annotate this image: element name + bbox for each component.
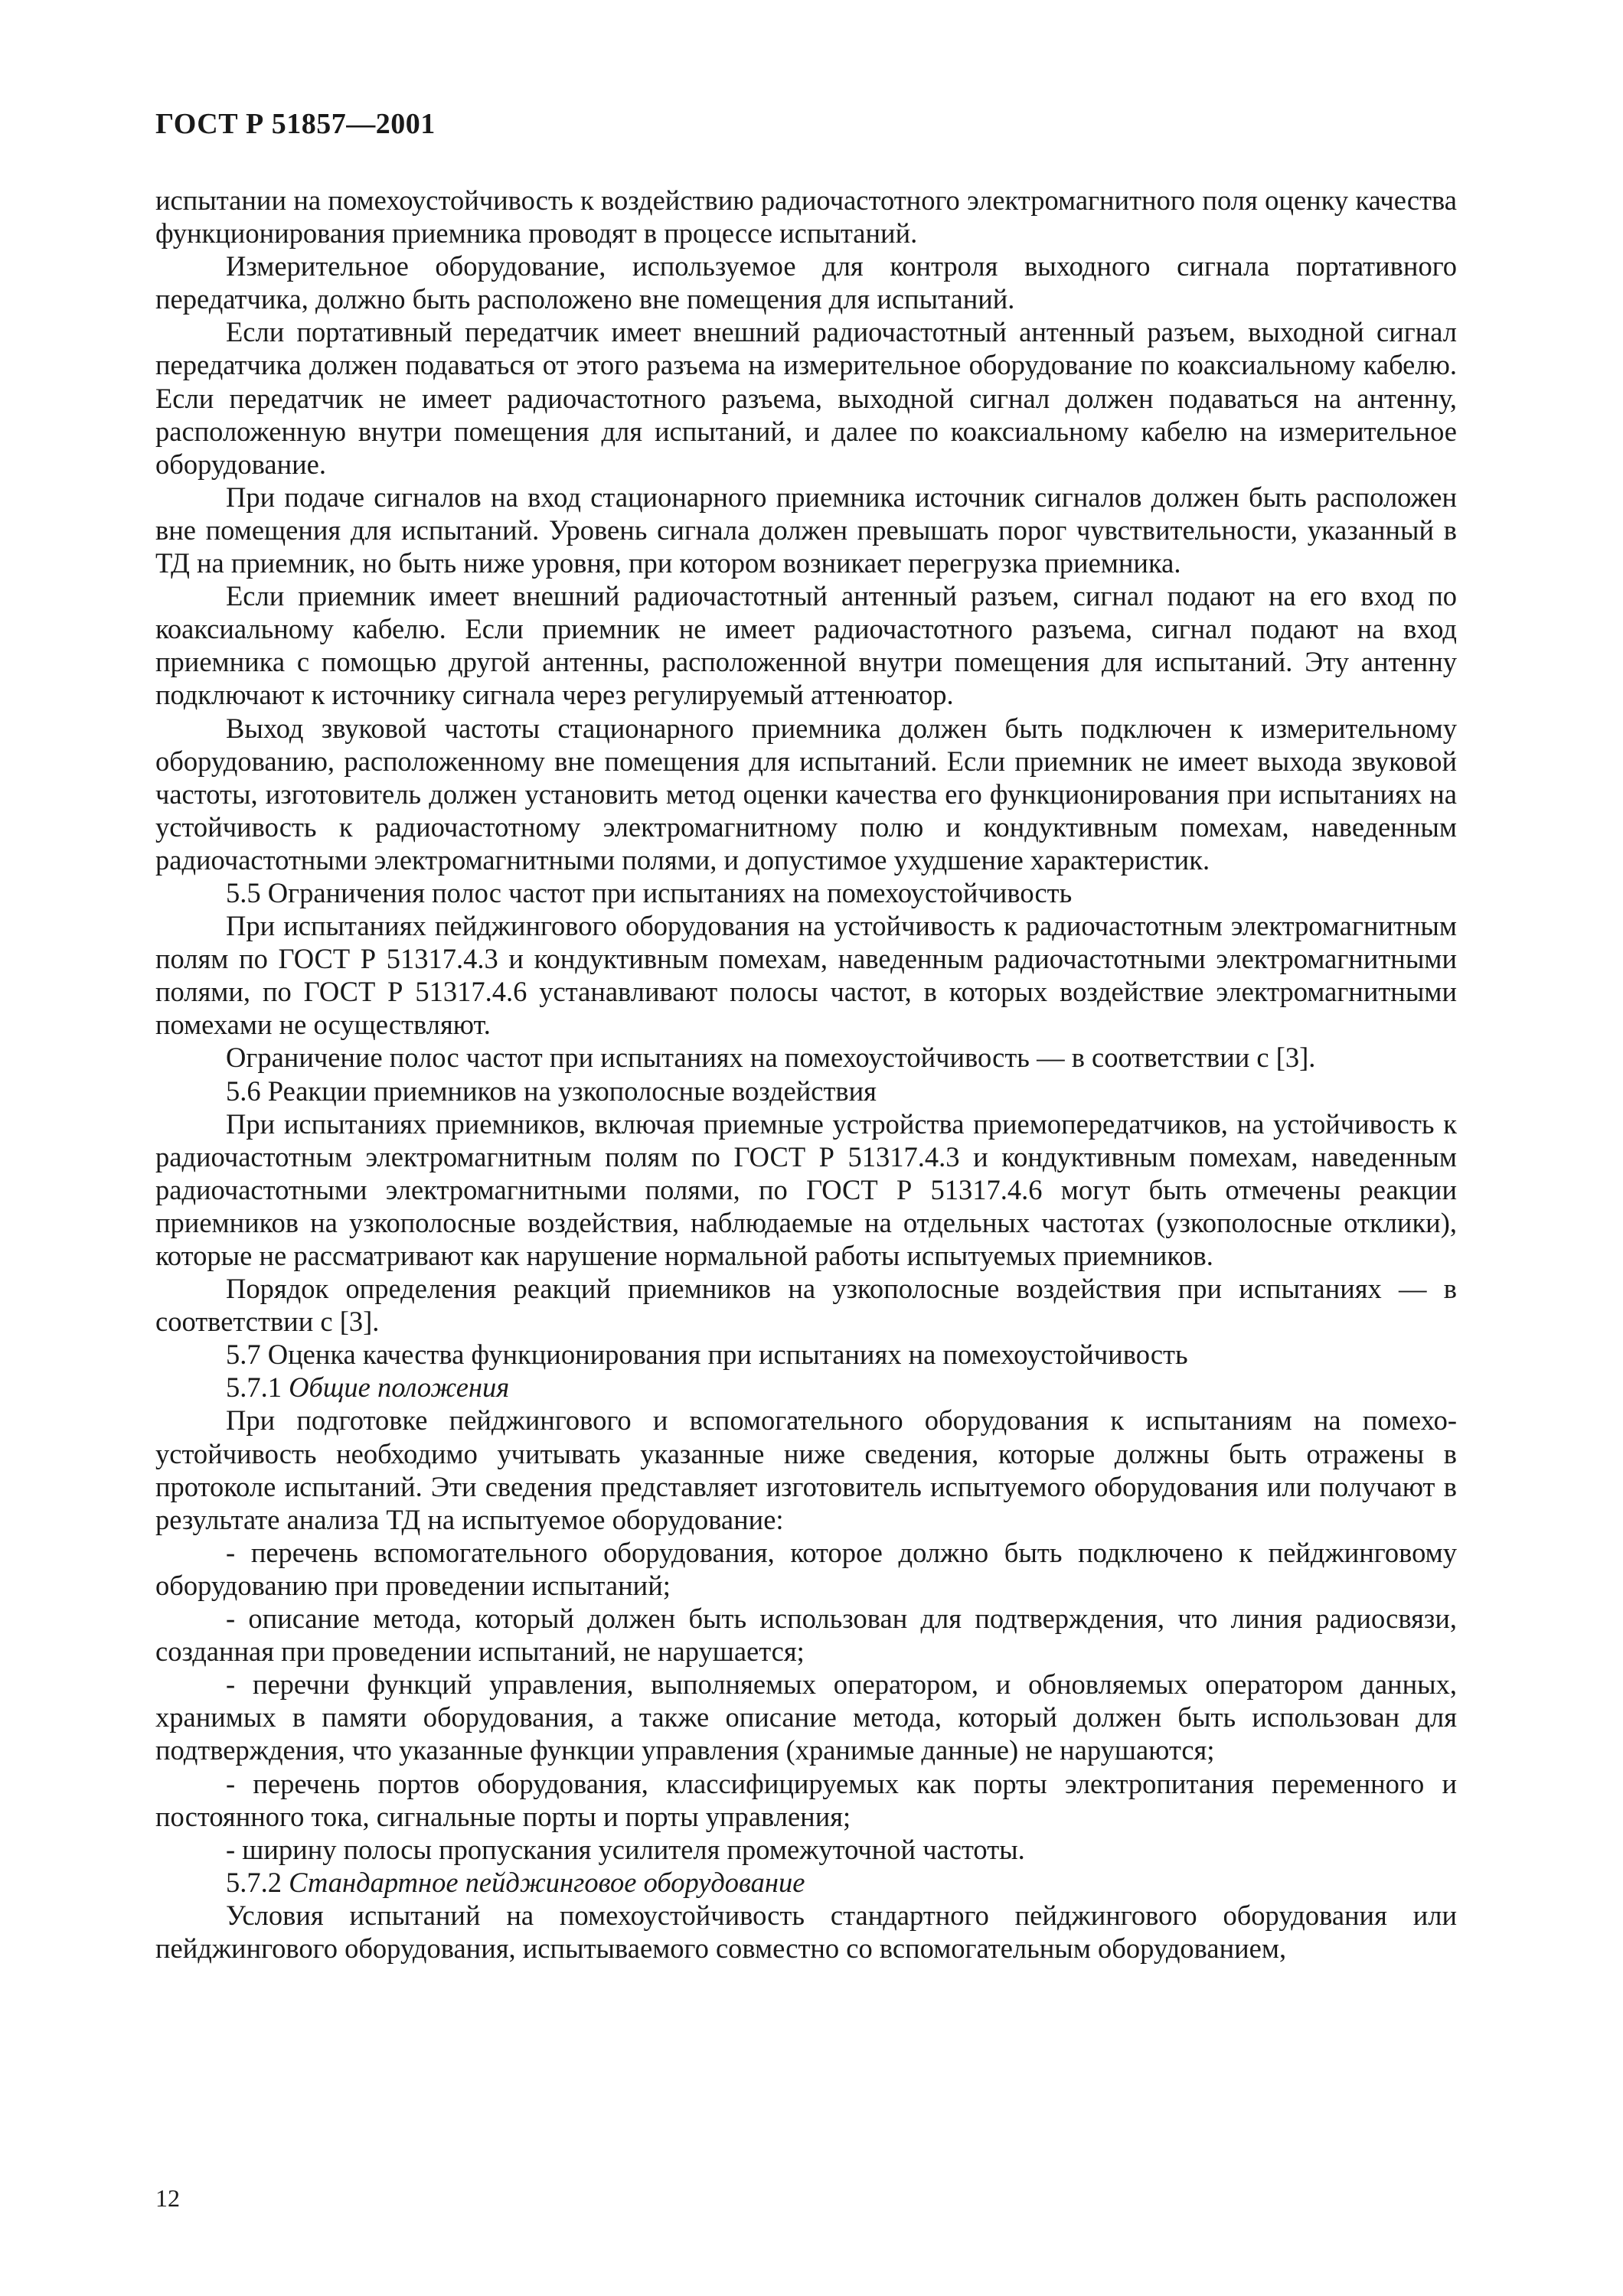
paragraph bbox=[155, 1371, 1457, 1404]
paragraph bbox=[155, 1866, 1457, 1899]
paragraph: Если приемник имеет внешний радиочастотный антенный разъем, сигнал подают на его вход по коаксиальному кабелю. Если приемник не имеет радиочастотного разъема, сигнал подают на вход приемника с помощью другой антенны, расположенной внутри помещения для испытаний. Эту антенну подключают к источнику сигнала через регулируемый аттенюатор. bbox=[155, 580, 1457, 711]
page-number: 12 bbox=[155, 2184, 180, 2212]
paragraph: испытании на помехоустойчивость к воздействию радиочастотного электромагнитного поля оценку качества функционирования приемника проводят в процессе испытаний. bbox=[155, 184, 1457, 249]
paragraph: Если портативный передатчик имеет внешний радиочастотный антенный разъем, выходной сигнал передатчика должен подаваться от этого разъема на измерительное оборудование по коаксиальному кабелю. Если передатчик не имеет радиочастотного разъема, выходной сигнал должен подаваться на антенну, расположенную внутри помещения для испытаний, и далее по коаксиальному кабелю на измерительное оборудование. bbox=[155, 316, 1457, 480]
document-code-header: ГОСТ Р 51857—2001 bbox=[155, 108, 436, 140]
paragraph: При испытаниях пейджингового оборудования на устойчивость к радиочастотным электромагнитным полям по ГОСТ Р 51317.4.3 и кондуктивным помехам, наведенным радиочастотными электромагнитными полями, по ГОСТ Р 51317.4.6 устанавливают полосы частот, в которых воздействие электромагнитными помехами не осуществляют. bbox=[155, 910, 1457, 1041]
paragraph: При подготовке пейджингового и вспомогательного оборудования к испытаниям на помехоустойчивость необходимо учитывать указанные ниже сведения, которые должны быть отражены в протоколе испытаний. Эти сведения представляет изготовитель испытуемого оборудования или получают в результате анализа ТД на испытуемое оборудование: bbox=[155, 1404, 1457, 1535]
paragraph: - ширину полосы пропускания усилителя промежуточной частоты. bbox=[226, 1833, 1025, 1865]
paragraph: 5.7 Оценка качества функционирования при испытаниях на помехоустойчивость bbox=[226, 1339, 1188, 1371]
paragraph: При подаче сигналов на вход стационарного приемника источник сигналов должен быть расположен вне помещения для испытаний. Уровень сигнала должен превышать порог чувствительности, указанный в ТД на приемник, но быть ниже уровня, при котором возникает перегрузка приемника. bbox=[155, 481, 1457, 579]
paragraph: - перечни функций управления, выполняемых оператором, и обновляемых оператором данных, хранимых в памяти оборудования, а также описание метода, который должен быть использован для подтверждения, что указанные функции управления (хранимые данные) не нарушаются; bbox=[155, 1668, 1457, 1766]
section-number: 5.7.1 bbox=[226, 1371, 289, 1404]
paragraph: Условия испытаний на помехоустойчивость стандартного пейджингового оборудования или пейджингового оборудования, испытываемого совместно со вспомогательным оборудованием, bbox=[155, 1899, 1457, 1964]
paragraph: - перечень портов оборудования, классифицируемых как порты электропитания переменного и постоянного тока, сигнальные порты и порты управления; bbox=[155, 1767, 1457, 1832]
paragraph: - описание метода, который должен быть использован для подтверждения, что линия радиосвязи, созданная при проведении испытаний, не нарушается; bbox=[155, 1603, 1457, 1668]
paragraph: Порядок определения реакций приемников на узкополосные воздействия при испытаниях — в соответствии с [3]. bbox=[155, 1273, 1457, 1338]
paragraph: 5.6 Реакции приемников на узкополосные воздействия bbox=[226, 1075, 877, 1107]
section-number: 5.7.2 bbox=[226, 1866, 289, 1898]
section-title: Общие положения bbox=[289, 1371, 510, 1404]
paragraph: Выход звуковой частоты стационарного приемника должен быть подключен к измерительному оборудованию, расположенному вне помещения для испытаний. Если приемник не имеет выхода звуковой частоты, изготовитель должен установить метод оценки качества его функционирования при испытаниях на устойчивость к радиочастотному электромагнитному полю и кондуктивным помехам, наведенным радиочастотными электромагнитными полями, и допустимое ухудшение характеристик. bbox=[155, 712, 1457, 876]
paragraph: Измерительное оборудование, используемое для контроля выходного сигнала портативного передатчика, должно быть расположено вне помещения для испытаний. bbox=[155, 250, 1457, 315]
paragraph: 5.5 Ограничения полос частот при испытаниях на помехоустойчивость bbox=[226, 876, 1073, 908]
body-text bbox=[155, 184, 1457, 1965]
section-title: Стандартное пейджинговое оборудование bbox=[289, 1866, 805, 1898]
paragraph: При испытаниях приемников, включая приемные устройства приемопередатчиков, на устойчивость к радиочастотным электромагнитным полям по ГОСТ Р 51317.4.3 и кондуктивным помехам, наведенным радиочастотными электромагнитными полями, по ГОСТ Р 51317.4.6 могут быть отмечены реакции приемников на узкополосные воздействия, наблюдаемые на отдельных частотах (узкополосные отклики), которые не рассматривают как нарушение нормальной работы испытуемых приемников. bbox=[155, 1107, 1457, 1271]
paragraph: Ограничение полос частот при испытаниях на помехоустойчивость — в соответствии с [3]. bbox=[226, 1042, 1316, 1074]
paragraph: - перечень вспомогательного оборудования, которое должно быть подключено к пейджинговому оборудованию при проведении испытаний; bbox=[155, 1536, 1457, 1601]
